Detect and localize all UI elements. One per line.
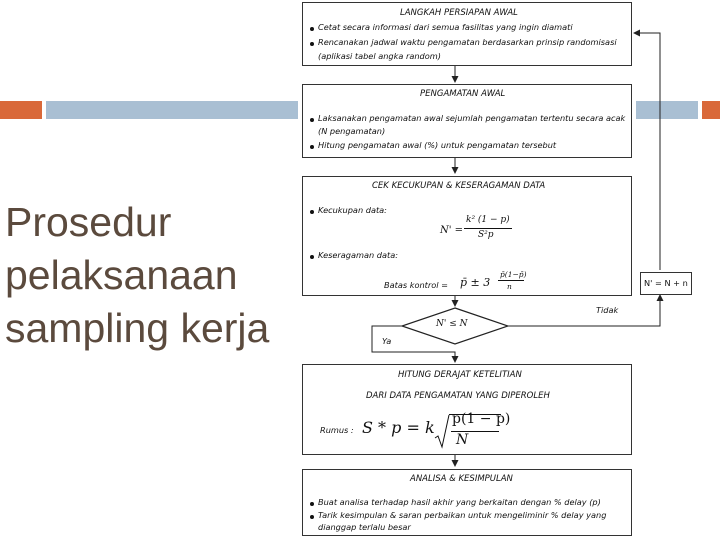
update-box-label: N' = N + n	[644, 278, 688, 288]
box2-bullet-2	[310, 145, 314, 149]
slide-title-line-2: pelaksanaan	[5, 252, 238, 298]
box3-bullet-1	[310, 210, 314, 214]
box3-keseragaman-label: Keseragaman data:	[318, 250, 398, 260]
box4-rumus-label: Rumus :	[320, 425, 354, 435]
box2-bullet-1	[310, 118, 314, 122]
decision-no-label: Tidak	[596, 305, 619, 315]
box5-text-1: Buat analisa terhadap hasil akhir yang berkaitan dengan % delay (p)	[318, 497, 601, 507]
box4-formula-denominator: N	[456, 432, 469, 448]
decision-label: N' ≤ N	[436, 319, 468, 329]
batas-formula-denominator: n	[507, 282, 512, 291]
box4-formula-numerator: p(1 − p)	[452, 411, 511, 427]
slide-title-line-1: Prosedur	[5, 199, 172, 245]
box2-text-2: (N pengamatan)	[318, 126, 386, 136]
formula-n-lhs: N' =	[440, 225, 464, 236]
box5-text-2: Tarik kesimpulan & saran perbaikan untuk mengeliminir % delay yang	[318, 510, 607, 520]
box1-header: LANGKAH PERSIAPAN AWAL	[400, 8, 518, 18]
formula-n-fraction-bar	[464, 228, 512, 229]
box5-bullet-1	[310, 502, 314, 506]
box1-bullet-1	[310, 27, 314, 31]
box2-text-1: Laksanakan pengamatan awal sejumlah pengamatan tertentu secara acak	[318, 113, 626, 123]
box3-bullet-2	[310, 255, 314, 259]
box2-header: PENGAMATAN AWAL	[420, 89, 506, 99]
slide-title-line-3: sampling kerja	[5, 305, 270, 351]
batas-formula-numerator: p̄(1−p̄)	[500, 270, 527, 279]
box1-text-2: Rencanakan jadwal waktu pengamatan berdasarkan prinsip randomisasi	[318, 37, 617, 47]
box3-batas-label: Batas kontrol =	[384, 280, 448, 290]
box4-formula-root-sign	[434, 414, 450, 450]
box1-text-3: (aplikasi tabel angka random)	[318, 51, 441, 61]
box1-bullet-2	[310, 42, 314, 46]
box5-text-3: dianggap terlalu besar	[318, 522, 411, 532]
box1-text-1: Cetat secara informasi dari semua fasilitas yang ingin diamati	[318, 22, 573, 32]
box4-formula-lhs: S * p = k	[362, 418, 435, 437]
box5-header: ANALISA & KESIMPULAN	[410, 474, 513, 484]
arrow-loop-back	[634, 33, 660, 270]
batas-formula-root-bar	[498, 280, 524, 281]
decision-yes-label: Ya	[382, 336, 392, 346]
box5-bullet-2	[310, 515, 314, 519]
box4-header-2: DARI DATA PENGAMATAN YANG DIPEROLEH	[366, 391, 550, 401]
arrow-no-path	[508, 295, 660, 326]
batas-formula-lhs: p̄ ± 3	[460, 276, 491, 289]
box4-header-1: HITUNG DERAJAT KETELITIAN	[398, 370, 522, 380]
formula-n-denominator: S²p	[478, 230, 494, 240]
box3-kecukupan-label: Kecukupan data:	[318, 205, 387, 215]
formula-n-numerator: k² (1 − p)	[466, 215, 510, 225]
box3-header: CEK KECUKUPAN & KESERAGAMAN DATA	[372, 181, 546, 191]
box2-text-3: Hitung pengamatan awal (%) untuk pengamatan tersebut	[318, 140, 557, 150]
